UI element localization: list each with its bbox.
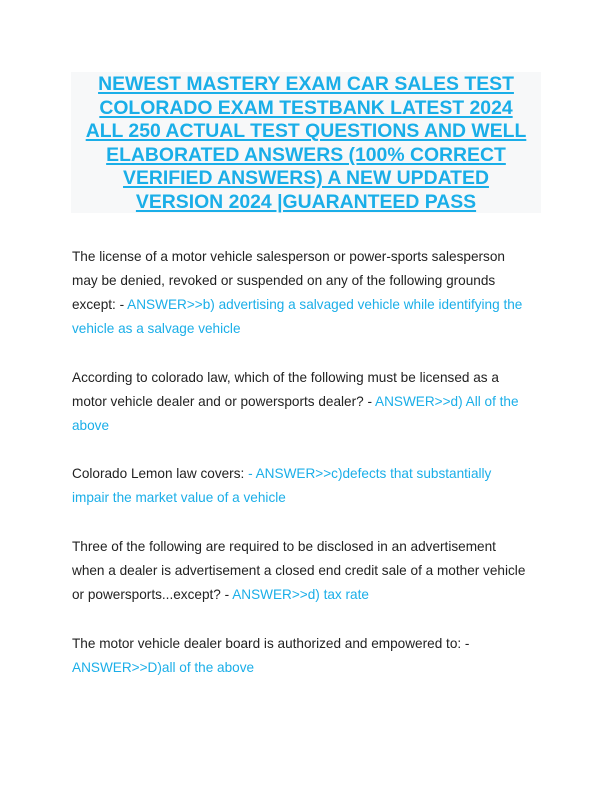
question-text: Three of the following are required to be disclosed in an advertisement — [72, 539, 496, 554]
title-line: VERIFIED ANSWERS) A NEW UPDATED — [123, 167, 489, 189]
answer-text: ANSWER>>d) All of the — [375, 394, 519, 409]
answer-text: vehicle as a salvage vehicle — [72, 321, 241, 336]
title-block — [71, 72, 541, 213]
question-text: The motor vehicle dealer board is authorized and empowered to: - — [72, 636, 470, 651]
question-text: motor vehicle dealer and or powersports dealer? - — [72, 394, 375, 409]
answer-text: impair the market value of a vehicle — [72, 490, 286, 505]
title-line: VERSION 2024 |GUARANTEED PASS — [135, 190, 477, 213]
title-line: NEWEST MASTERY EXAM CAR SALES TEST — [98, 73, 514, 95]
question-item-1 — [72, 245, 552, 341]
question-text: may be denied, revoked or suspended on any of the following grounds — [72, 273, 496, 288]
answer-text: ANSWER>>d) tax rate — [232, 587, 369, 602]
question-text: The license of a motor vehicle salesperson or power-sports salesperson — [72, 249, 505, 264]
title-line: COLORADO EXAM TESTBANK LATEST 2024 — [99, 96, 513, 119]
question-text: except: - — [72, 297, 128, 312]
question-line — [72, 293, 552, 317]
question-text: According to colorado law, which of the following must be licensed as a — [72, 370, 499, 385]
document-title — [71, 72, 541, 214]
title-line: ALL 250 ACTUAL TEST QUESTIONS AND WELL — [85, 120, 527, 142]
question-text: or powersports...except? - — [72, 587, 233, 602]
question-text: Colorado Lemon law covers: — [72, 466, 249, 481]
question-item-3 — [72, 462, 552, 510]
question-item-5 — [72, 632, 552, 680]
answer-text: ANSWER>>b) advertising a salvaged vehicle while identifying the — [127, 297, 523, 312]
answer-text: above — [72, 418, 110, 433]
answer-text: - ANSWER>>c)defects that substantially — [248, 466, 492, 481]
question-line — [72, 390, 552, 414]
question-line — [72, 462, 552, 486]
question-item-4 — [72, 535, 552, 607]
question-text: when a dealer is advertisement a closed end credit sale of a mother vehicle — [72, 563, 526, 578]
title-line: ELABORATED ANSWERS (100% CORRECT — [106, 143, 506, 166]
question-item-2 — [72, 366, 552, 438]
answer-text: ANSWER>>D)all of the above — [72, 660, 255, 675]
question-line — [72, 583, 552, 607]
